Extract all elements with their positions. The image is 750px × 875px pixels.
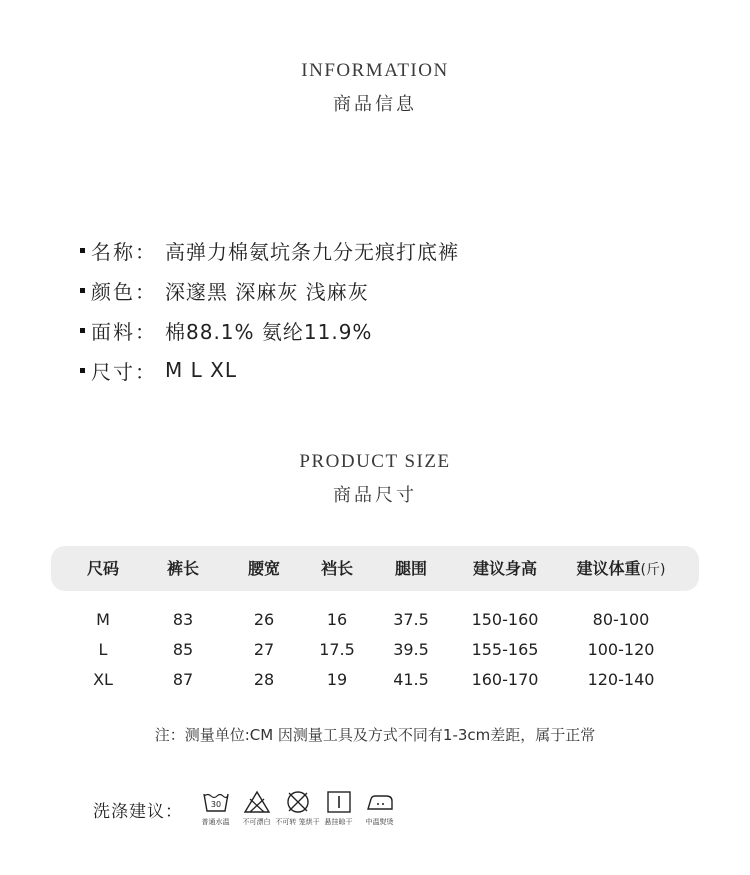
hang-dry-icon <box>325 790 353 814</box>
table-cell: 39.5 <box>393 640 429 659</box>
info-value: 棉88.1% 氨纶11.9% <box>165 319 373 344</box>
table-cell: 28 <box>253 670 275 689</box>
information-heading <box>0 60 750 116</box>
care-item-no-tumble-dry <box>277 790 318 827</box>
info-colon: ： <box>135 239 155 264</box>
info-colon: ： <box>135 279 155 304</box>
table-cell: 85 <box>172 640 194 659</box>
information-title-cn: 商品信息 <box>333 94 417 115</box>
info-label: 尺寸 <box>91 359 135 384</box>
care-icon-label: 中温熨烫 <box>365 818 394 826</box>
header-thigh: 腿围 <box>394 559 428 578</box>
header-height: 建议身高 <box>472 559 538 578</box>
header-length: 裤长 <box>166 559 200 578</box>
bullet-icon <box>80 248 85 253</box>
table-cell: 83 <box>172 610 194 629</box>
header-size: 尺码 <box>86 559 120 578</box>
care-item-hang-dry <box>318 790 359 827</box>
table-cell: 150-160 <box>471 610 539 629</box>
bullet-icon <box>80 328 85 333</box>
size-table-body <box>51 605 699 695</box>
size-table <box>51 546 699 695</box>
table-cell: XL <box>93 670 113 689</box>
info-label: 颜色 <box>91 279 135 304</box>
care-icon-label: 不可漂白 <box>242 818 271 826</box>
product-size-title-cn: 商品尺寸 <box>333 485 417 506</box>
table-cell: 27 <box>253 640 275 659</box>
header-waist: 腰宽 <box>247 559 281 578</box>
wash-temperature: 30 <box>210 800 221 809</box>
table-cell: 155-165 <box>471 640 539 659</box>
table-row <box>51 665 699 695</box>
information-title-en: INFORMATION <box>301 60 449 81</box>
product-info-list <box>80 230 459 390</box>
care-item-iron <box>359 790 400 827</box>
table-cell: 87 <box>172 670 194 689</box>
table-cell: M <box>96 610 110 629</box>
wash-30-icon <box>202 790 230 814</box>
care-icon-label: 悬挂晾干 <box>324 818 353 826</box>
table-cell: 16 <box>326 610 348 629</box>
info-value: 深邃黑 深麻灰 浅麻灰 <box>165 279 369 304</box>
care-icon-label: 不可转 笼烘干 <box>275 818 320 826</box>
info-item-size <box>80 350 459 390</box>
bullet-icon <box>80 288 85 293</box>
bullet-icon <box>80 368 85 373</box>
care-item-no-bleach <box>236 790 277 827</box>
info-label: 面料 <box>91 319 135 344</box>
measurement-note: 注：测量单位:CM 因测量工具及方式不同有1-3cm差距，属于正常 <box>154 726 596 744</box>
info-item-fabric <box>80 310 459 350</box>
size-table-header <box>51 546 699 591</box>
info-item-color <box>80 270 459 310</box>
table-cell: 26 <box>253 610 275 629</box>
no-tumble-dry-icon <box>284 790 312 814</box>
care-icons <box>195 790 400 827</box>
table-cell: 41.5 <box>393 670 429 689</box>
info-value: M L XL <box>165 358 237 382</box>
info-item-name <box>80 230 459 270</box>
table-cell: 17.5 <box>319 640 355 659</box>
table-cell: 80-100 <box>592 610 650 629</box>
no-bleach-icon <box>243 790 271 814</box>
care-icon-label: 普通水温 <box>201 818 230 826</box>
table-cell: 37.5 <box>393 610 429 629</box>
header-weight-label: 建议体重 <box>576 559 641 578</box>
header-weight <box>577 546 666 591</box>
table-cell: 120-140 <box>587 670 655 689</box>
table-cell: L <box>98 640 108 659</box>
table-row <box>51 635 699 665</box>
table-cell: 19 <box>326 670 348 689</box>
info-colon: ： <box>135 359 155 384</box>
header-weight-unit: (斤) <box>640 562 666 578</box>
table-cell: 100-120 <box>587 640 655 659</box>
care-instructions <box>93 790 400 827</box>
table-row <box>51 605 699 635</box>
info-colon: ： <box>135 319 155 344</box>
info-label: 名称 <box>91 239 135 264</box>
care-item-wash <box>195 790 236 827</box>
info-value: 高弹力棉氨坑条九分无痕打底裤 <box>165 239 459 264</box>
product-size-title-en: PRODUCT SIZE <box>299 451 451 472</box>
low-iron-icon <box>366 790 394 814</box>
header-rise: 裆长 <box>320 559 354 578</box>
table-cell: 160-170 <box>471 670 539 689</box>
product-size-heading <box>0 451 750 507</box>
care-label: 洗涤建议： <box>93 802 183 822</box>
